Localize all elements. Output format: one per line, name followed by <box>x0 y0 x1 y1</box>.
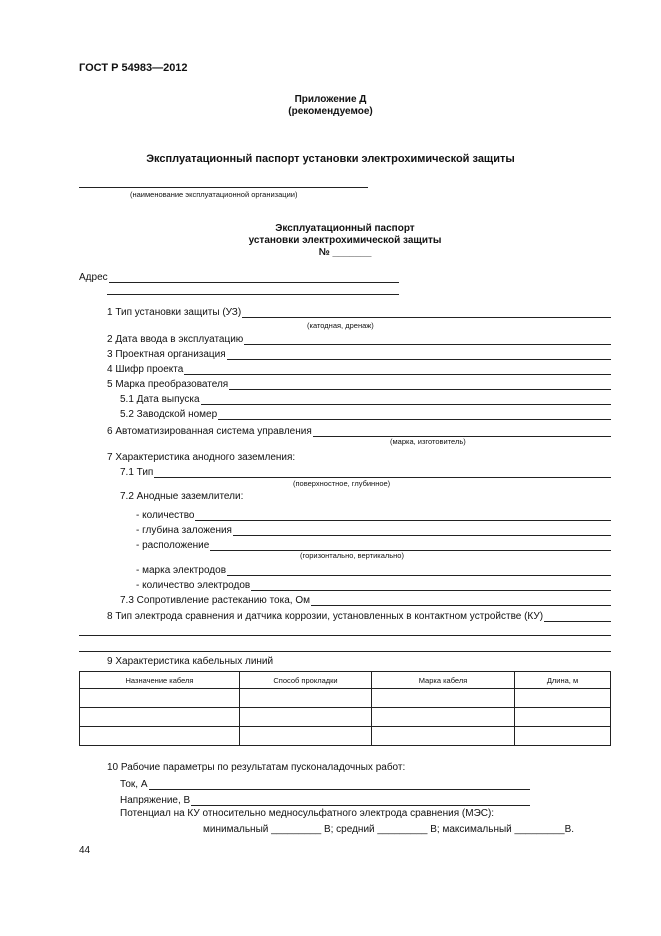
item-6-label: 6 Автоматизированная система управления <box>107 426 312 437</box>
item-4-line <box>184 364 611 375</box>
appendix-title: Приложение Д <box>294 94 367 105</box>
cable-table-header <box>80 672 611 689</box>
current-row <box>120 777 530 790</box>
table-cell <box>80 727 240 746</box>
page-number: 44 <box>79 845 91 856</box>
depth-line <box>233 525 611 536</box>
item-8-label: 8 Тип электрода сравнения и датчика коррозии, установленных в контактном устройстве (КУ) <box>107 611 544 622</box>
item-2-label: 2 Дата ввода в эксплуатацию <box>107 334 244 345</box>
org-name-caption: (наименование эксплуатационной организации) <box>130 190 298 199</box>
item-7-1-line <box>154 467 611 478</box>
item-7-1-caption: (поверхностное, глубинное) <box>293 479 391 488</box>
table-cell <box>240 727 372 746</box>
voltage-label: Напряжение, В <box>120 795 191 806</box>
table-row <box>80 727 611 746</box>
item-7-3-line <box>311 595 611 606</box>
address-line-2 <box>107 294 399 295</box>
item-6-row <box>107 424 611 437</box>
item-8-line <box>544 611 611 622</box>
table-row <box>80 708 611 727</box>
voltage-line <box>191 795 530 806</box>
depth-label: - глубина заложения <box>136 525 232 536</box>
item-7-1-label: 7.1 Тип <box>120 467 154 478</box>
item-3-row <box>107 347 611 360</box>
current-line <box>149 779 531 790</box>
table-cell <box>515 689 611 708</box>
electrode-brand-row <box>136 563 611 576</box>
item-4-row <box>107 362 611 375</box>
item-1-label: 1 Тип установки защиты (УЗ) <box>107 307 242 318</box>
electrode-qty-row <box>136 578 611 591</box>
item-5-line <box>229 379 611 390</box>
location-caption: (горизонтально, вертикально) <box>300 551 404 560</box>
location-label: - расположение <box>136 540 210 551</box>
table-cell <box>372 689 515 708</box>
item-7-3-label: 7.3 Сопротивление растеканию тока, Ом <box>120 595 310 606</box>
item-1-row <box>107 305 611 318</box>
col-brand: Марка кабеля <box>372 672 515 689</box>
item-5-label: 5 Марка преобразователя <box>107 379 229 390</box>
item-1-caption: (катодная, дренаж) <box>307 321 374 330</box>
depth-row <box>136 523 611 536</box>
table-cell <box>80 708 240 727</box>
qty-label: - количество <box>136 510 195 521</box>
item-7-3-row <box>120 593 611 606</box>
col-length: Длина, м <box>515 672 611 689</box>
item-5-row <box>107 377 611 390</box>
address-row <box>79 270 399 283</box>
electrode-brand-label: - марка электродов <box>136 565 226 576</box>
location-line <box>210 540 611 551</box>
table-cell <box>80 689 240 708</box>
qty-line <box>195 510 611 521</box>
item-2-line <box>244 334 611 345</box>
item-7-2-label: 7.2 Анодные заземлители: <box>120 491 244 502</box>
item-6-line <box>313 426 611 437</box>
passport-title-1: Эксплуатационный паспорт <box>275 223 415 234</box>
current-label: Ток, А <box>120 779 148 790</box>
item-7-1-row <box>120 465 611 478</box>
item-6-caption: (марка, изготовитель) <box>390 437 466 446</box>
electrode-qty-line <box>251 580 611 591</box>
appendix-subtitle: (рекомендуемое) <box>288 106 373 117</box>
table-cell <box>372 727 515 746</box>
item-3-label: 3 Проектная организация <box>107 349 226 360</box>
params-title: 10 Рабочие параметры по результатам пусконаладочных работ: <box>107 762 406 773</box>
qty-row <box>136 508 611 521</box>
potential-label: Потенциал на КУ относительно медносульфатного электрода сравнения (МЭС): <box>120 808 495 819</box>
address-line <box>109 272 399 283</box>
item-8-line-2 <box>79 635 611 636</box>
org-name-line <box>79 187 368 188</box>
table-cell <box>240 708 372 727</box>
table-cell <box>515 708 611 727</box>
item-5-2-label: 5.2 Заводской номер <box>120 409 218 420</box>
item-9-label: 9 Характеристика кабельных линий <box>107 656 274 667</box>
item-8-line-3 <box>79 651 611 652</box>
item-3-line <box>227 349 611 360</box>
item-5-2-line <box>218 409 611 420</box>
item-5-1-row <box>120 392 611 405</box>
document-title: Эксплуатационный паспорт установки электрохимической защиты <box>146 153 515 165</box>
electrode-qty-label: - количество электродов <box>136 580 251 591</box>
item-2-row <box>107 332 611 345</box>
item-4-label: 4 Шифр проекта <box>107 364 184 375</box>
location-row <box>136 538 611 551</box>
col-laying: Способ прокладки <box>240 672 372 689</box>
table-cell <box>372 708 515 727</box>
item-5-1-label: 5.1 Дата выпуска <box>120 394 200 405</box>
potential-values: минимальный _________ В; средний _________ В; максимальный _________В. <box>203 824 575 835</box>
item-5-1-line <box>201 394 611 405</box>
cable-table <box>79 671 611 746</box>
item-8-row <box>107 609 611 622</box>
item-5-2-row <box>120 407 611 420</box>
table-cell <box>515 727 611 746</box>
passport-title-2: установки электрохимической защиты <box>248 235 442 246</box>
table-cell <box>240 689 372 708</box>
item-7-label: 7 Характеристика анодного заземления: <box>107 452 296 463</box>
col-purpose: Назначение кабеля <box>80 672 240 689</box>
standard-header: ГОСТ Р 54983—2012 <box>79 62 188 74</box>
address-label: Адрес <box>79 272 108 283</box>
electrode-brand-line <box>227 565 611 576</box>
passport-number: № _______ <box>318 247 372 258</box>
item-1-line <box>242 307 611 318</box>
table-row <box>80 689 611 708</box>
voltage-row <box>120 793 530 806</box>
